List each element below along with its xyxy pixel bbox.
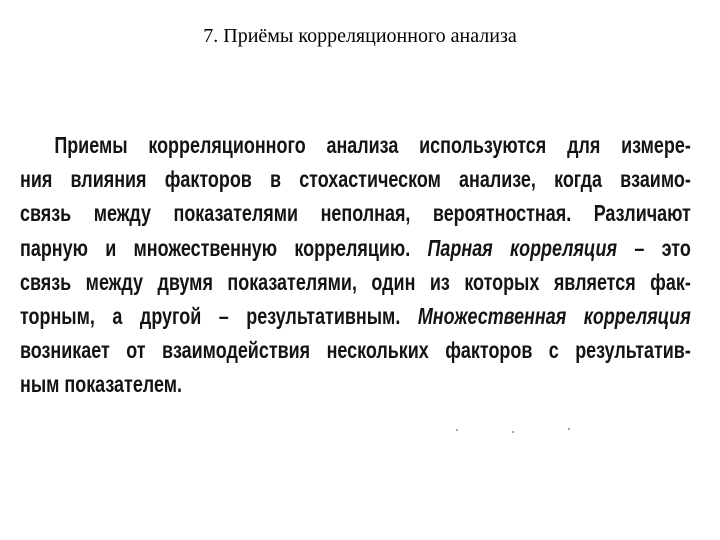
paragraph [20,128,691,402]
paragraph-text: торным, а другой – результативным. [20,302,418,329]
paragraph-line: связь между показателями неполная, вероятностная. Различают [20,200,691,227]
paragraph-line [20,299,691,333]
scanned-text-image [20,128,692,448]
paragraph-text: парную и множественную корреляцию. [20,234,428,261]
term-paired-correlation: Парная корреляция [427,234,618,261]
slide-title: 7. Приёмы корреляционного анализа [203,25,517,47]
paragraph-line [20,231,691,265]
paragraph-line: возникает от взаимодействия нескольких факторов с результатив- [20,337,691,364]
scan-specks [456,428,586,434]
paragraph-text: – это [617,234,691,261]
scan-speck [512,431,514,433]
scan-speck [568,428,570,430]
term-multiple-correlation: Множественная корреляция [417,302,691,329]
paragraph-line: ния влияния факторов в стохастическом анализе, когда взаимо- [20,166,691,193]
paragraph-line: Приемы корреляционного анализа используются для измере- [54,132,691,158]
scan-speck [456,429,458,431]
paragraph-line: связь между двумя показателями, один из которых является фак- [20,268,691,295]
paragraph-line: ным показателем. [20,371,182,398]
